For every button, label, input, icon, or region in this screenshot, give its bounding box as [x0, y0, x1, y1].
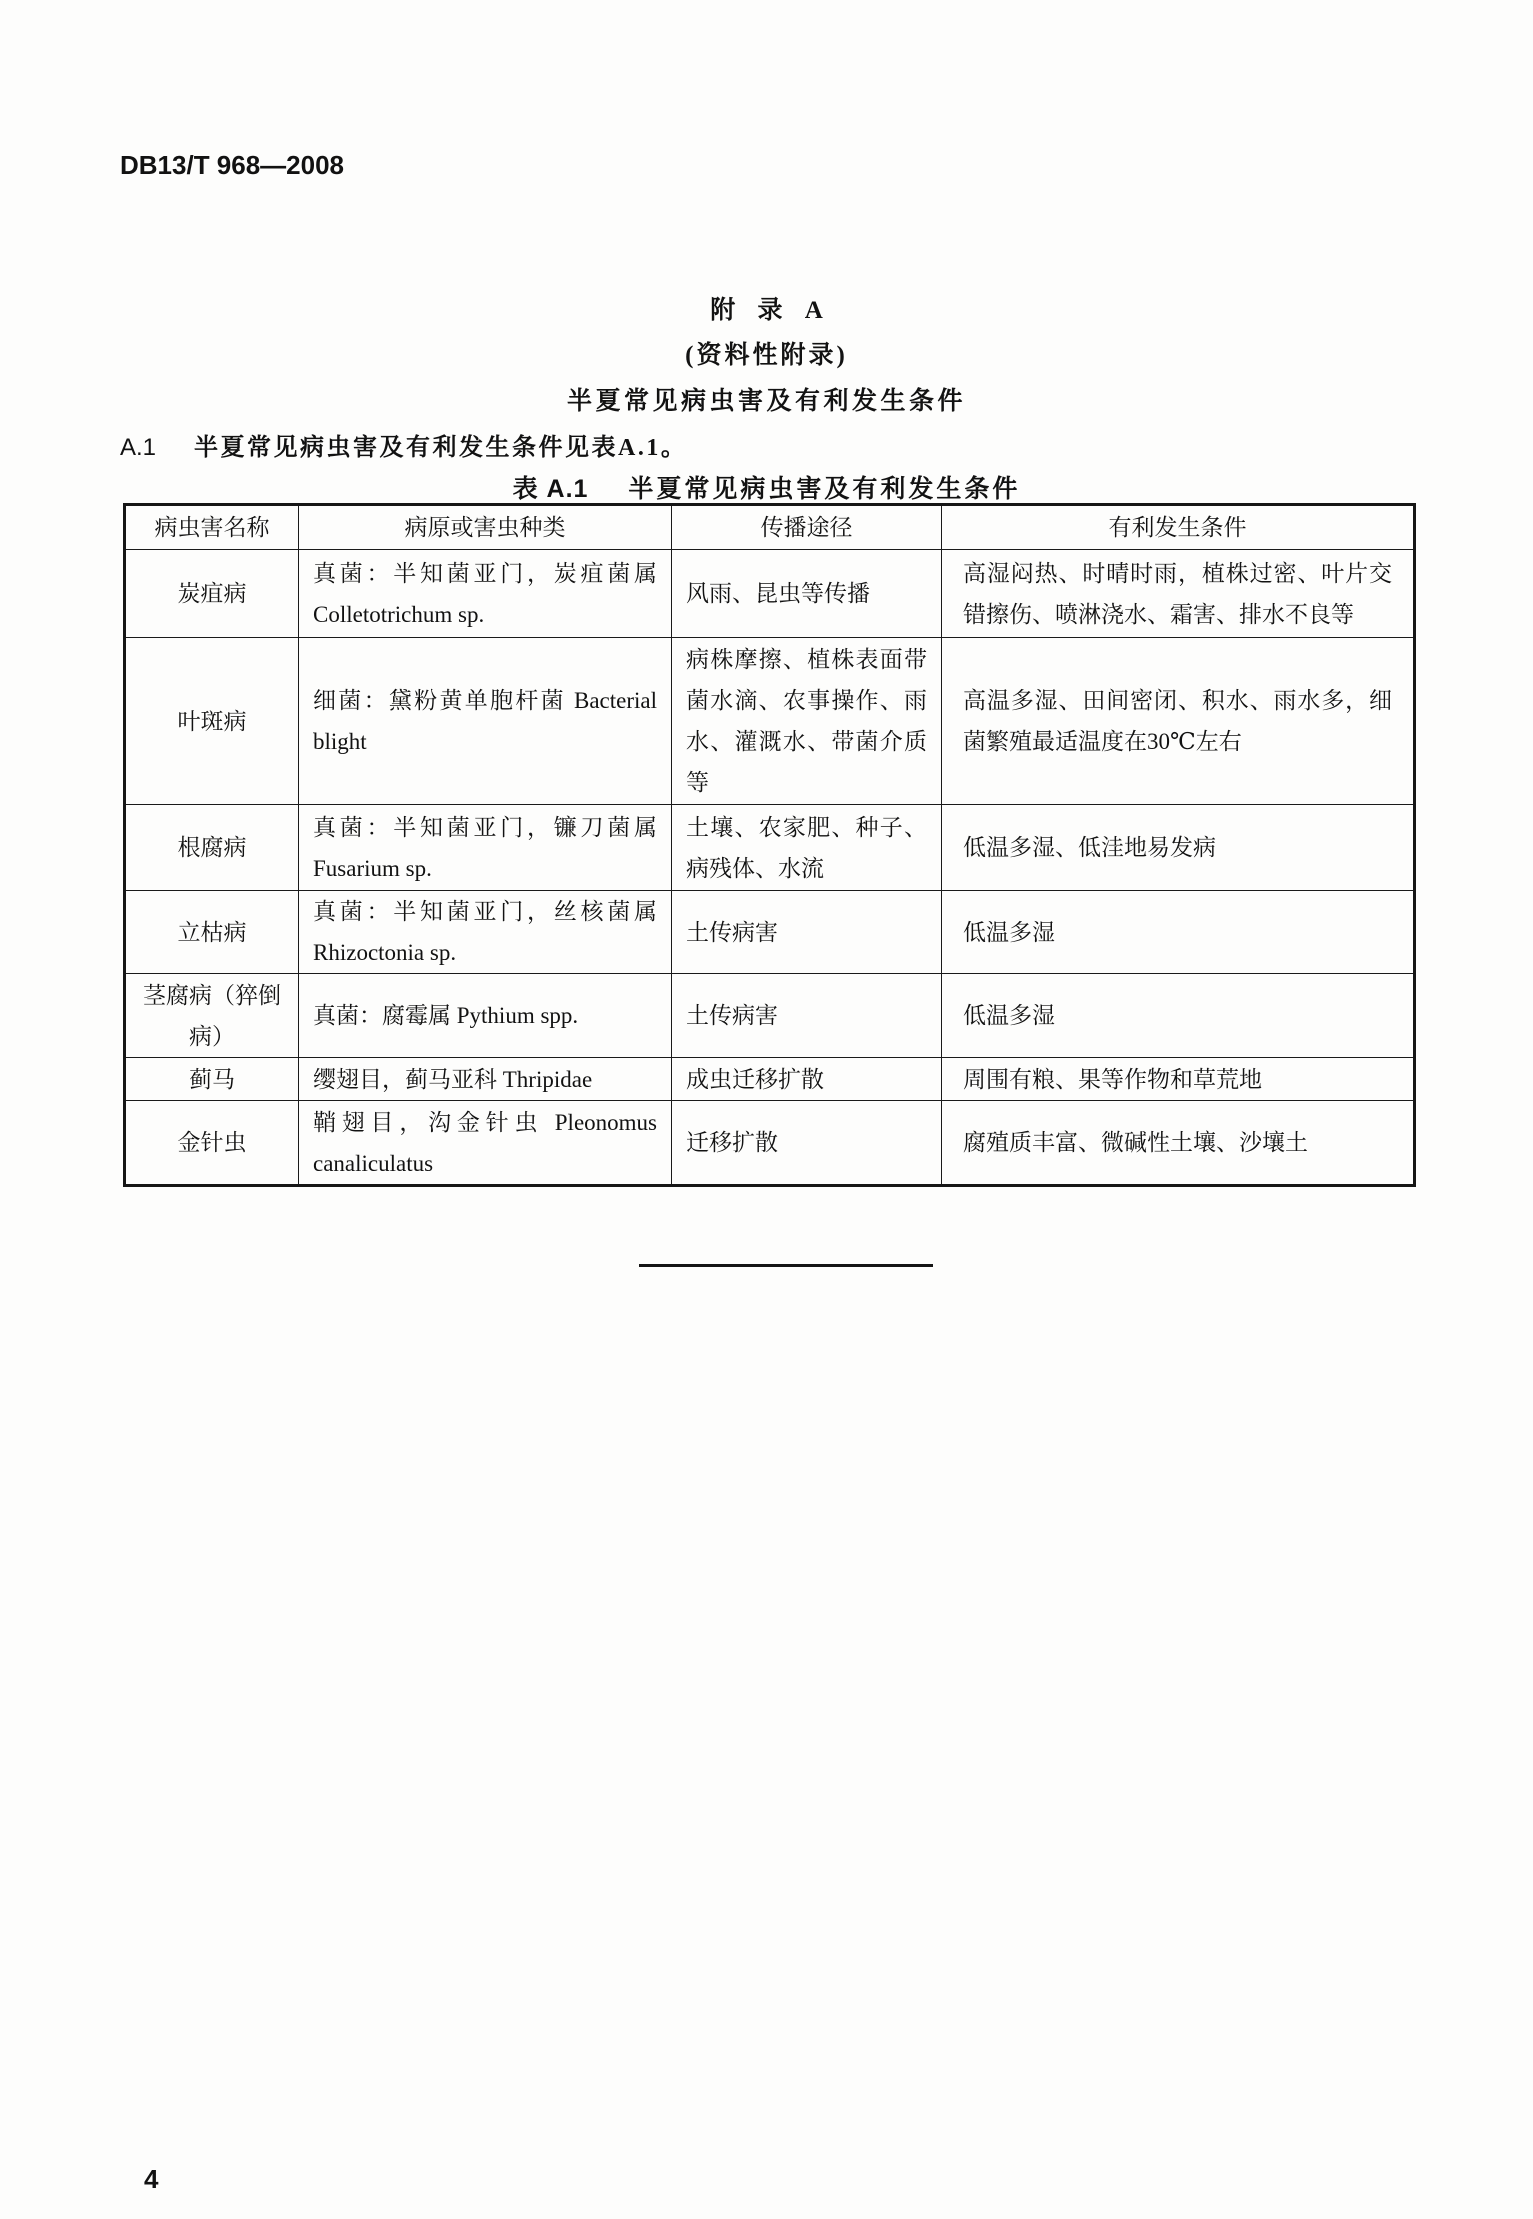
appendix-label: 附 录 A — [710, 297, 823, 324]
transmission-cell: 土壤、农家肥、种子、病残体、水流 — [672, 805, 942, 891]
table-caption-number: 表 A.1 — [512, 475, 589, 503]
appendix-type: (资料性附录) — [685, 342, 848, 369]
clause-number: A.1 — [120, 434, 157, 461]
pest-name-cell: 金针虫 — [125, 1101, 299, 1186]
appendix-title: 半夏常见病虫害及有利发生条件 — [566, 388, 966, 415]
table-row — [125, 550, 1415, 638]
pathogen-cell: 细菌：黛粉黄单胞杆菌 Bacterial blight — [299, 638, 672, 805]
pathogen-cell: 真菌：腐霉属 Pythium spp. — [299, 974, 672, 1058]
column-header-pathogen: 病原或害虫种类 — [299, 505, 672, 550]
column-header-name: 病虫害名称 — [125, 505, 299, 550]
clause-a1 — [120, 427, 687, 462]
pathogen-cell: 真菌：半知菌亚门，镰刀菌属 Fusarium sp. — [299, 805, 672, 891]
table-row — [125, 1058, 1415, 1101]
table-header-row — [125, 505, 1415, 550]
transmission-cell: 土传病害 — [672, 891, 942, 974]
end-of-appendix-rule — [639, 1264, 933, 1267]
table-row — [125, 638, 1415, 805]
clause-text: 半夏常见病虫害及有利发生条件见表A.1。 — [194, 435, 688, 461]
pathogen-cell: 鞘翅目，沟金针虫 Pleonomus canaliculatus — [299, 1101, 672, 1186]
pest-name-cell: 根腐病 — [125, 805, 299, 891]
transmission-cell: 病株摩擦、植株表面带菌水滴、农事操作、雨水、灌溉水、带菌介质等 — [672, 638, 942, 805]
pest-name-cell: 叶斑病 — [125, 638, 299, 805]
transmission-cell: 风雨、昆虫等传播 — [672, 550, 942, 638]
conditions-cell: 周围有粮、果等作物和草荒地 — [942, 1058, 1415, 1101]
column-header-conditions: 有利发生条件 — [942, 505, 1415, 550]
conditions-cell: 高温多湿、田间密闭、积水、雨水多，细菌繁殖最适温度在30℃左右 — [942, 638, 1415, 805]
document-code: DB13/T 968—2008 — [120, 150, 345, 180]
pathogen-cell: 真菌：半知菌亚门，丝核菌属 Rhizoctonia sp. — [299, 891, 672, 974]
table-row — [125, 974, 1415, 1058]
table-caption-title: 半夏常见病虫害及有利发生条件 — [628, 476, 1021, 503]
pest-disease-table — [123, 503, 1416, 1187]
pathogen-cell: 缨翅目，蓟马亚科 Thripidae — [299, 1058, 672, 1101]
conditions-cell: 低温多湿 — [942, 974, 1415, 1058]
transmission-cell: 成虫迁移扩散 — [672, 1058, 942, 1101]
transmission-cell: 土传病害 — [672, 974, 942, 1058]
table-row — [125, 1101, 1415, 1186]
table-caption — [0, 469, 1533, 505]
table-row — [125, 891, 1415, 974]
pest-name-cell: 炭疽病 — [125, 550, 299, 638]
pest-name-cell: 立枯病 — [125, 891, 299, 974]
transmission-cell: 迁移扩散 — [672, 1101, 942, 1186]
conditions-cell: 腐殖质丰富、微碱性土壤、沙壤土 — [942, 1101, 1415, 1186]
table-row — [125, 805, 1415, 891]
pathogen-cell: 真菌：半知菌亚门，炭疽菌属 Colletotrichum sp. — [299, 550, 672, 638]
conditions-cell: 高湿闷热、时晴时雨，植株过密、叶片交错擦伤、喷淋浇水、霜害、排水不良等 — [942, 550, 1415, 638]
column-header-transmission: 传播途径 — [672, 505, 942, 550]
pest-name-cell: 蓟马 — [125, 1058, 299, 1101]
conditions-cell: 低温多湿、低洼地易发病 — [942, 805, 1415, 891]
conditions-cell: 低温多湿 — [942, 891, 1415, 974]
pest-name-cell: 茎腐病（猝倒病） — [125, 974, 299, 1058]
page-number: 4 — [144, 2164, 159, 2194]
